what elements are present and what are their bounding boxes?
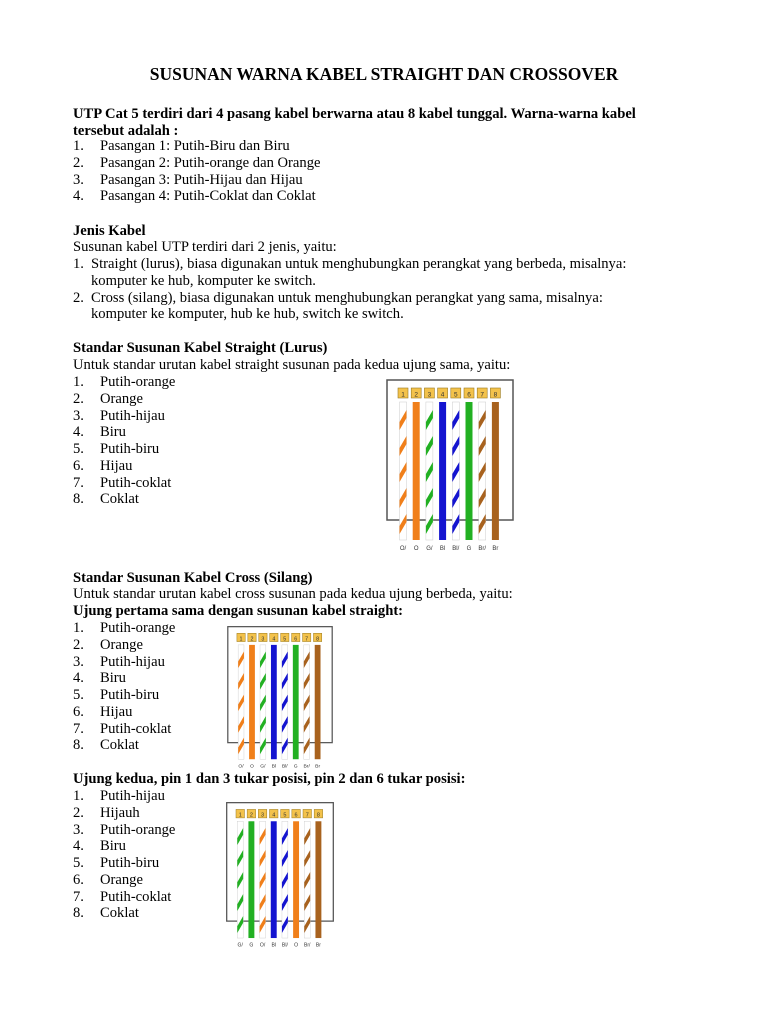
wire-label: Bl <box>271 942 276 949</box>
wire-label: O <box>294 942 299 949</box>
cross-end2-wiring-diagram <box>225 795 335 955</box>
list-number: 1. <box>73 138 84 154</box>
list-number: 4. <box>73 188 84 205</box>
list-text: Pasangan 2: Putih-orange dan Orange <box>100 154 321 171</box>
wire-label: G <box>466 546 472 552</box>
list-number: 3. <box>73 407 84 424</box>
cross-lead: Untuk standar urutan kabel cross susunan pada kedua ujung berbeda, yaitu: <box>73 586 513 602</box>
straight-heading: Standar Susunan Kabel Straight (Lurus) <box>73 340 328 356</box>
list-text: Putih-orange <box>100 374 176 390</box>
wire-label: Br <box>492 546 499 552</box>
list-number: 2. <box>73 636 84 653</box>
list-number: 6. <box>73 871 84 888</box>
wire-label: G <box>293 764 298 770</box>
wire <box>315 645 321 759</box>
list-item <box>73 721 175 738</box>
list-number: 8. <box>73 491 84 508</box>
list-text: Putih-orange <box>100 620 176 636</box>
list-number: 1. <box>73 374 84 390</box>
list-text-continued: komputer ke hub, komputer ke switch. <box>91 272 316 289</box>
wire-label: Bl/ <box>281 764 288 770</box>
list-item <box>73 654 175 671</box>
wire-label: G/ <box>260 764 266 770</box>
list-number: 5. <box>73 687 84 703</box>
list-number: 3. <box>73 653 84 670</box>
wire-label: Bl/ <box>281 942 288 949</box>
wire <box>413 402 420 540</box>
wire-label: G/ <box>426 546 433 552</box>
list-text: Coklat <box>100 491 139 508</box>
list-number: 8. <box>73 737 84 754</box>
list-text: Putih-biru <box>100 855 160 871</box>
list-item <box>73 138 320 155</box>
list-item <box>73 670 175 687</box>
list-item <box>73 620 175 637</box>
list-item <box>73 905 175 922</box>
list-number: 2. <box>73 804 84 821</box>
pin-number: 2 <box>249 812 253 819</box>
pin-number: 5 <box>453 391 458 399</box>
pin-number: 4 <box>440 391 445 399</box>
wire-label: O/ <box>238 764 244 770</box>
list-item <box>73 637 175 654</box>
list-number: 2. <box>73 390 84 407</box>
wire-label: G <box>249 942 254 949</box>
pin-number: 7 <box>305 812 309 819</box>
wire-label: Br <box>315 764 321 770</box>
list-text: Hijauh <box>100 804 140 821</box>
pin-number: 4 <box>272 812 276 819</box>
list-number: 6. <box>73 703 84 720</box>
list-text: Coklat <box>100 905 139 922</box>
pin-number: 5 <box>283 812 287 819</box>
list-number: 4. <box>73 670 84 687</box>
list-item <box>73 872 175 889</box>
list-text: Putih-hijau <box>100 407 165 424</box>
wire-label: Br/ <box>304 942 311 949</box>
list-text: Putih-coklat <box>100 720 172 737</box>
cross-end2-heading: Ujung kedua, pin 1 dan 3 tukar posisi, pin 2 dan 6 tukar posisi: <box>73 771 466 787</box>
list-text: Orange <box>100 871 143 888</box>
list-number: 7. <box>73 474 84 491</box>
wire <box>315 821 321 938</box>
list-text: Biru <box>100 424 126 441</box>
list-item <box>73 838 175 855</box>
pin-number: 6 <box>467 391 471 399</box>
wire <box>466 402 473 540</box>
list-text: Hijau <box>100 703 133 720</box>
cross-end1-wiring-diagram <box>225 625 335 770</box>
list-text: Cross (silang), biasa digunakan untuk menghubungkan perangkat yang sama, misalnya: <box>91 289 603 306</box>
pin-number: 1 <box>401 391 405 399</box>
list-number: 5. <box>73 441 84 457</box>
list-text: Coklat <box>100 737 139 754</box>
page-title: SUSUNAN WARNA KABEL STRAIGHT DAN CROSSOVER <box>149 64 619 84</box>
list-item <box>73 391 175 408</box>
list-item <box>73 188 320 205</box>
pin-number: 5 <box>283 636 287 643</box>
list-text: Straight (lurus), biasa digunakan untuk menghubungkan perangkat yang berbeda, misalnya: <box>91 256 627 272</box>
list-number: 7. <box>73 720 84 737</box>
list-item <box>73 374 175 391</box>
list-text: Pasangan 1: Putih-Biru dan Biru <box>100 138 290 154</box>
wire-label: O/ <box>259 942 266 949</box>
wire-label: Bl <box>439 546 446 552</box>
intro-line-1: UTP Cat 5 terdiri dari 4 pasang kabel berwarna atau 8 kabel tunggal. Warna-warna kabel <box>73 106 636 122</box>
wire <box>248 821 254 938</box>
cross-end1-heading: Ujung pertama sama dengan susunan kabel straight: <box>73 603 404 619</box>
list-item <box>73 408 175 425</box>
list-number: 6. <box>73 457 84 474</box>
wire-label: Bl <box>271 764 277 770</box>
list-item <box>73 155 320 172</box>
pin-number: 1 <box>238 812 242 819</box>
list-text: Biru <box>100 670 126 687</box>
list-number: 1. <box>73 788 84 804</box>
pin-number: 3 <box>261 636 265 643</box>
wire-label: O <box>413 546 419 552</box>
list-number: 7. <box>73 888 84 905</box>
list-item <box>73 737 175 754</box>
pin-number: 3 <box>261 812 265 819</box>
pin-number: 6 <box>294 636 298 643</box>
jenis-list <box>73 256 626 323</box>
pin-number: 6 <box>294 812 298 819</box>
wire-label: Bl/ <box>452 546 460 552</box>
wire <box>271 821 277 938</box>
wire-label: G/ <box>237 942 243 949</box>
wire-label: Br/ <box>478 546 487 552</box>
list-item <box>73 704 175 721</box>
wire <box>249 645 255 759</box>
list-item <box>73 491 175 508</box>
list-number: 3. <box>73 171 84 188</box>
list-number: 4. <box>73 424 84 441</box>
list-text: Pasangan 4: Putih-Coklat dan Coklat <box>100 188 316 205</box>
list-text: Putih-orange <box>100 821 176 838</box>
list-text: Putih-biru <box>100 687 160 703</box>
list-number: 4. <box>73 838 84 855</box>
list-item <box>73 687 175 704</box>
list-item <box>73 805 175 822</box>
jenis-lead: Susunan kabel UTP terdiri dari 2 jenis, yaitu: <box>73 239 337 255</box>
wire-label: Br <box>315 942 321 949</box>
wire <box>492 402 499 540</box>
list-text: Biru <box>100 838 126 855</box>
list-text: Putih-biru <box>100 441 160 457</box>
pin-number: 7 <box>480 391 485 399</box>
list-number: 2. <box>73 154 84 171</box>
straight-color-list <box>73 374 175 508</box>
list-text: Orange <box>100 636 143 653</box>
pin-number: 3 <box>427 391 432 399</box>
pair-list <box>73 138 320 205</box>
straight-wiring-diagram <box>385 378 515 553</box>
list-text: Orange <box>100 390 143 407</box>
list-number: 3. <box>73 821 84 838</box>
pin-number: 1 <box>239 636 243 643</box>
wire <box>293 645 299 759</box>
wire <box>293 821 299 938</box>
pin-number: 2 <box>414 391 419 399</box>
list-item <box>73 290 626 324</box>
jenis-heading: Jenis Kabel <box>73 223 146 239</box>
list-item <box>73 822 175 839</box>
pin-number: 7 <box>305 636 309 643</box>
list-text: Hijau <box>100 457 133 474</box>
pin-number: 4 <box>272 636 276 643</box>
list-item <box>73 256 626 290</box>
list-item <box>73 458 175 475</box>
wire <box>271 645 277 759</box>
pin-number: 2 <box>250 636 254 643</box>
pin-number: 8 <box>316 812 320 819</box>
intro-line-2: tersebut adalah : <box>73 123 179 139</box>
straight-lead: Untuk standar urutan kabel straight susunan pada kedua ujung sama, yaitu: <box>73 357 511 373</box>
wire-label: O/ <box>399 546 407 552</box>
list-text: Putih-coklat <box>100 888 172 905</box>
list-number: 2. <box>73 289 84 306</box>
list-number: 1. <box>73 256 84 272</box>
list-text: Putih-hijau <box>100 653 165 670</box>
list-text: Pasangan 3: Putih-Hijau dan Hijau <box>100 171 303 188</box>
list-number: 5. <box>73 855 84 871</box>
wire <box>439 402 446 540</box>
pin-number: 8 <box>493 391 498 399</box>
cross-end1-color-list <box>73 620 175 754</box>
pin-number: 8 <box>316 636 320 643</box>
cross-heading: Standar Susunan Kabel Cross (Silang) <box>73 570 313 586</box>
wire-label: Br/ <box>303 764 310 770</box>
list-item <box>73 475 175 492</box>
list-item <box>73 441 175 458</box>
list-item <box>73 172 320 189</box>
list-item <box>73 889 175 906</box>
list-item <box>73 788 175 805</box>
cross-end2-color-list <box>73 788 175 922</box>
list-item <box>73 424 175 441</box>
list-number: 8. <box>73 905 84 922</box>
list-text: Putih-hijau <box>100 788 165 804</box>
list-number: 1. <box>73 620 84 636</box>
list-item <box>73 855 175 872</box>
list-text-continued: komputer ke komputer, hub ke hub, switch ke switch. <box>91 306 404 323</box>
wire-label: O <box>250 764 254 770</box>
list-text: Putih-coklat <box>100 474 172 491</box>
